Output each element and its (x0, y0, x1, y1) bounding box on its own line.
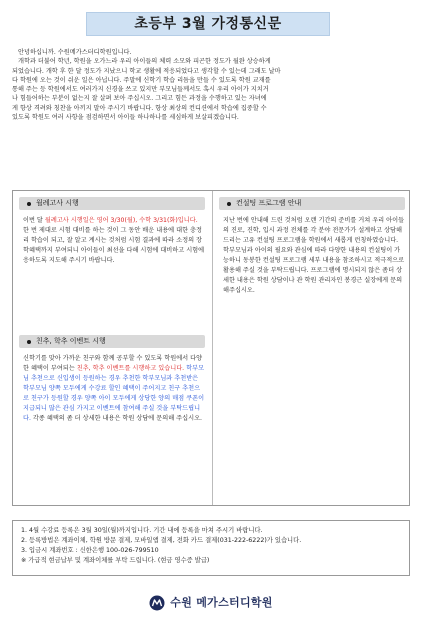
exam-section-text (23, 216, 205, 266)
event-section-text (23, 354, 205, 424)
event-text-pre: 신학기를 맞아 가까운 친구와 함께 공부할 수 있도록 학원에서 다양한 혜택이 부여되는 (23, 355, 203, 373)
consult-section-text: 지난 번에 안내해 드린 것처럼 오랜 기간의 준비를 거쳐 우리 아이들의 진로, 진학, 입시 과정 전체를 각 분야 전문가가 설계하고 상담해 드리는 고유 컨설팅 프로그램을 학원에서 새롭게 런칭하였습니다. 학부모님과 아이의 필요와 관심에 따라 다양한 내용의 컨설팅이 가능하니 동봉한 컨설팅 프로그램 세부 내용을 참조하시고 적극적으로 활용해 주실 것을 부탁드립니다. 프로그램에 명시되지 않은 좀더 상세한 내용은 학원 상담이나 관 학원 관리자인 봉경근 실장에게 문의해주십시오. (223, 217, 405, 295)
exam-date-highlight: 월례고사 시행일은 영어 3/30(월), 수학 3/31(화)입니다. (44, 217, 198, 224)
intro-line: 되었습니다. 개학 후 한 달 정도가 지났으니 학교 생활에 적응되었다고 생각할 수 있는데 그래도 날마 (12, 67, 281, 75)
note-line: ※ 가급적 현금납부 및 계좌이체를 부탁 드립니다. (현금 영수증 발급) (21, 557, 210, 565)
intro-line: 있도록 학원도 여러 사항을 점검하면서 아이들 하나하나를 세심하게 보살피겠습니다. (12, 114, 239, 122)
bullet-icon (27, 202, 31, 206)
event-section-heading (19, 335, 205, 348)
page-title: 초등부 3월 가정통신문 (86, 12, 330, 36)
intro-line: 게 항상 격려와 칭찬을 아끼지 말아 주시기 바랍니다. 항상 최상의 컨디션에서 학습에 집중할 수 (12, 104, 267, 112)
academy-logo-icon (149, 595, 165, 611)
consult-section-heading (219, 197, 405, 210)
event-highlight-red: 친추, 학추 이벤트를 시행하고 있습니다. (76, 365, 185, 373)
column-divider (212, 191, 213, 505)
exam-text-pre: 이번 달 (23, 217, 45, 224)
bullet-icon (227, 202, 231, 206)
note-line: 3. 입금시 계좌번호 : 신한은행 100-026-799510 (21, 547, 159, 555)
exam-heading-label: 월례고사 시행 (36, 199, 79, 208)
academy-name: 수원 메가스터디학원 (170, 596, 273, 610)
intro-line: 통해 주는 등 학원에서도 여러가지 신경을 쓰고 있지만 부모님들께서도 혹시 우리 아이가 지치거 (12, 86, 269, 94)
intro-line: 다 학원에 오는 것이 쉬운 일은 아닙니다. 주말에 신학기 학습 리듬을 만들 수 있도록 학원 교재를 (12, 76, 271, 84)
bullet-icon (27, 340, 31, 344)
exam-section-heading (19, 197, 205, 210)
sections-box (12, 190, 410, 506)
exam-text-post: 한 번 제대로 시험 대비를 하는 것이 그 동안 배운 내용에 대한 충정리 학습이 되고, 잘 알고 계시는 것처럼 시험 결과에 따라 소정의 장학혜택까지 부여되니 아이들이 최선을 다해 시험에 대비하고 시험에 응하도록 지도해 주시기 바랍니다. (23, 227, 205, 265)
event-heading-label: 친추, 학추 이벤트 시행 (36, 337, 106, 346)
note-line: 1. 4월 수강료 등록은 3월 30일(월)까지입니다. 기간 내에 등록을 마쳐 주시기 바랍니다. (21, 527, 263, 534)
intro-line: 개학과 더불어 학년, 학원을 오가느라 우리 아이들의 체력 소모와 피곤한 정도가 월완 상승하게 (18, 58, 271, 66)
intro-paragraph (12, 48, 410, 122)
event-text-post: 각종 혜택의 좀 더 상세한 내용은 학원 상담에 문의해 주십시오. (30, 415, 203, 423)
greeting-line: 안녕하십니까. 수원메가스터디학원입니다. (18, 49, 132, 56)
intro-line: 나 힘들어하는 부분이 없는지 잘 살펴 보아 주십시오. 그리고 힘든 과정을 수행하고 있는 자녀에 (12, 95, 267, 103)
consult-heading-label: 컨설팅 프로그램 안내 (236, 199, 302, 208)
notes-box (12, 520, 410, 576)
note-line: 2. 등록방법은 계좌이체, 학원 방문 결제, 모바일앱 결제, 전화 카드 결제(031-222-6222)가 있습니다. (21, 537, 302, 545)
event-highlight-blue: 학부모님 추천으로 신입생이 등원하는 경우 추천한 학부모님과 추천받은 학부모님 양쪽 모두에게 수강료 할인 혜택이 주어지고 친구 추천으로 친구가 등원할 경우 양쪽 아이 모두에게 상당한 양의 매점 쿠폰이 지급되니 많은 관심 가지고 이벤트에 참여해 주실 것을 부탁드립니다. (23, 365, 205, 423)
footer-logo (0, 593, 422, 613)
